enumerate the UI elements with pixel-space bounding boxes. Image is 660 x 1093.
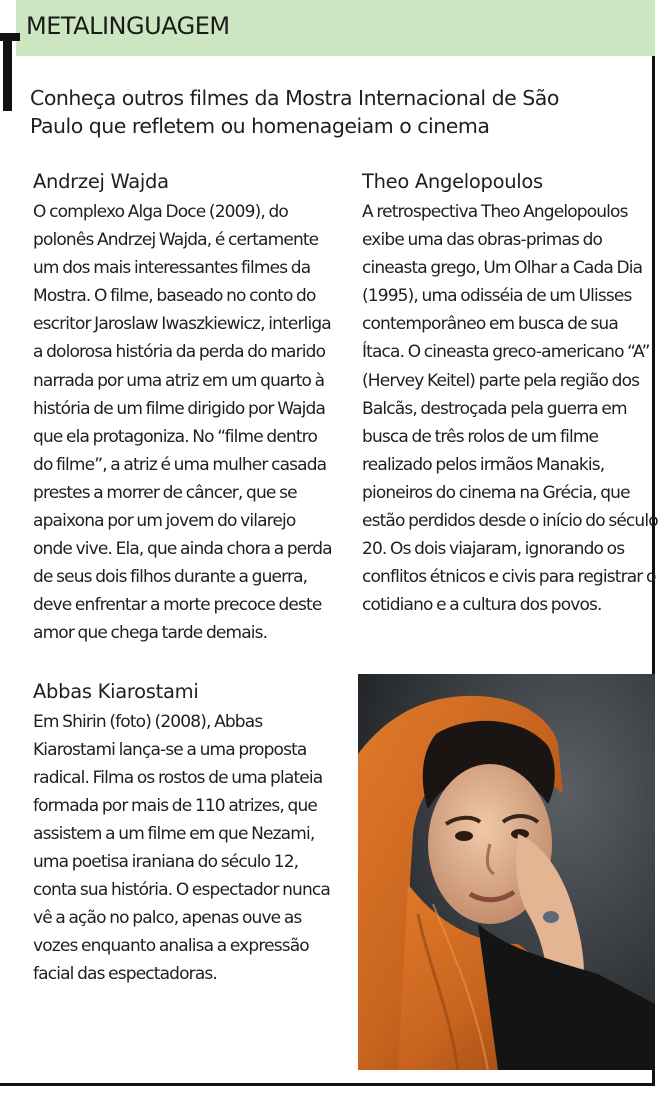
article-body-angelopoulos: A retrospectiva Theo Angelopoulos exibe uma das obras-primas do cineasta grego, Um Olhar a Cada Dia (1995), uma odisséia de um Ulisses contemporâneo em busca de sua Ítaca. O cineasta greco-americano “A” (Hervey Keitel) parte pela região dos Balcãs, destroçada pela guerra em busca de três rolos de um filme realizado pelos irmãos Manakis, pioneiros do cinema na Grécia, que estão perdidos desde o início do século 20. Os dois viajaram, ignorando os conflitos étnicos e civis para registrar o cotidiano e a cultura dos povos. bbox=[362, 202, 658, 616]
deck-subtitle: Conheça outros filmes da Mostra Internacional de São Paulo que refletem ou homenageiam o cinema bbox=[30, 86, 559, 138]
article-body-wajda: O complexo Alga Doce (2009), do polonês Andrzej Wajda, é certamente um dos mais interessantes filmes da Mostra. O filme, baseado no conto do escritor Jaroslaw Iwaszkiewicz, interliga a dolorosa história da perda do marido narrada por uma atriz em um quarto à história de um filme dirigido por Wajda que ela protagoniza. No “filme dentro do filme”, a atriz é uma mulher casada prestes a morrer de câncer, que se apaixona por um jovem do vilarejo onde vive. Ela, que ainda chora a perda de seus dois filhos durante a guerra, deve enfrentar a morte precoce deste amor que chega tarde demais. bbox=[33, 202, 332, 644]
article-heading-wajda: Andrzej Wajda bbox=[33, 170, 169, 193]
film-still-photo bbox=[358, 674, 655, 1070]
article-heading-kiarostami: Abbas Kiarostami bbox=[33, 679, 199, 703]
article-heading-angelopoulos: Theo Angelopoulos bbox=[362, 170, 543, 193]
woman-with-scarf-illustration bbox=[358, 674, 655, 1070]
right-column bbox=[362, 168, 658, 619]
section-marker-bar bbox=[3, 33, 12, 111]
section-title: METALINGUAGEM bbox=[26, 12, 230, 40]
left-column bbox=[33, 168, 333, 988]
section-marker-notch bbox=[0, 33, 20, 41]
article-body-kiarostami: Em Shirin (foto) (2008), Abbas Kiarostami lança-se a uma proposta radical. Filma os rostos de uma plateia formada por mais de 110 atrizes, que assistem a um filme em que Nezami, uma poetisa iraniana do século 12, conta sua história. O espectador nunca vê a ação no palco, apenas ouve as vozes enquanto analisa a expressão facial das espectadoras. bbox=[33, 711, 330, 985]
